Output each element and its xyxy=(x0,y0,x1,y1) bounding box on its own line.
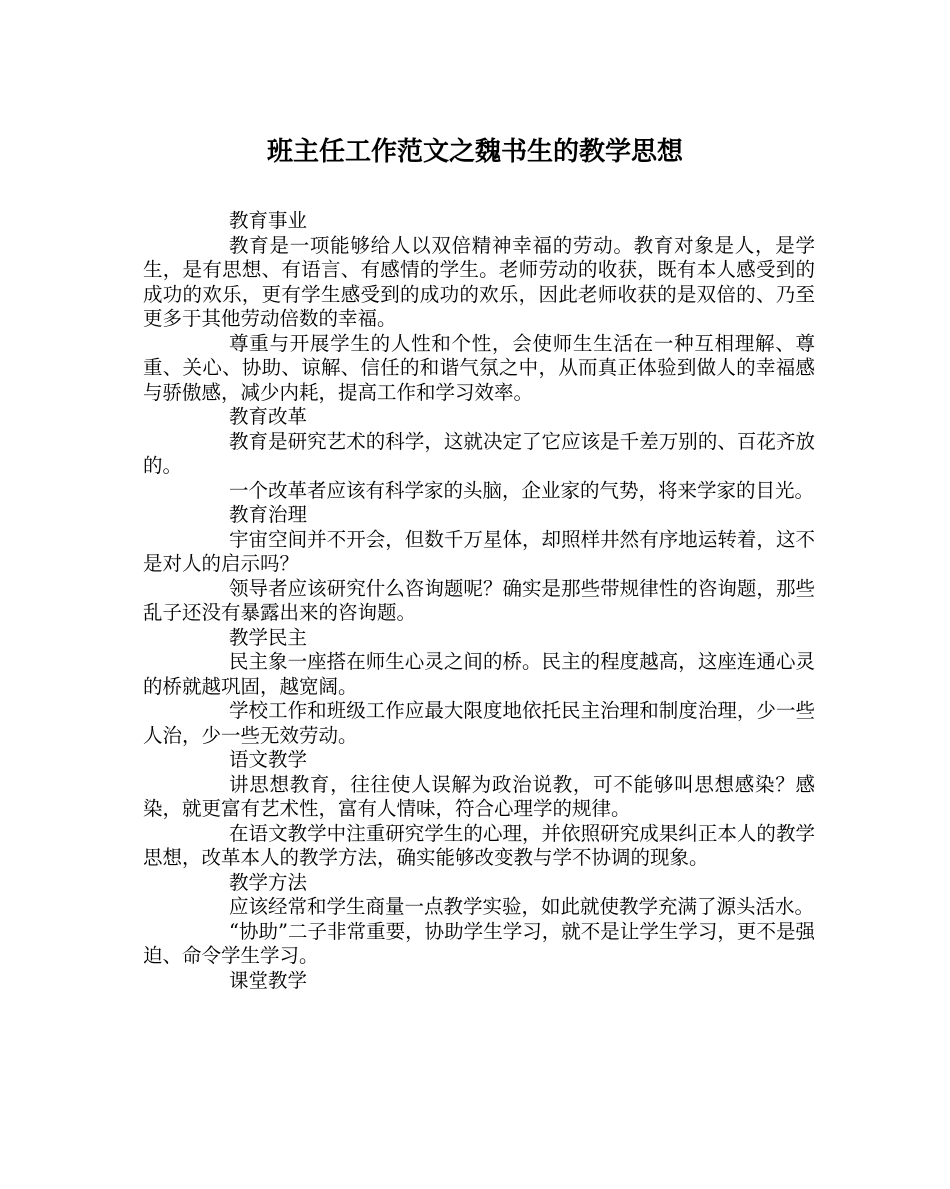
section-heading: 语文教学 xyxy=(229,748,308,771)
section-heading: 教学民主 xyxy=(229,625,308,649)
paragraph: 学校工作和班级工作应最大限度地依托民主治理和制度治理，少一些人治，少一些无效劳动。 xyxy=(143,699,815,747)
section-heading: 课堂教学 xyxy=(229,968,308,992)
section-heading: 教育治理 xyxy=(229,503,308,526)
paragraph: “协助”二子非常重要，协助学生学习，就不是让学生学习，更不是强迫、命令学生学习。 xyxy=(143,919,815,967)
section-heading: 教育改革 xyxy=(229,405,308,428)
paragraph: 讲思想教育，往往使人误解为政治说教，可不能够叫思想感染？感染，就更富有艺术性，富有人情味，符合心理学的规律。 xyxy=(143,772,815,820)
paragraph: 尊重与开展学生的人性和个性，会使师生生活在一种互相理解、尊重、关心、协助、谅解、信任的和谐气氛之中，从而真正体验到做人的幸福感与骄傲感，减少内耗，提高工作和学习效率。 xyxy=(143,331,815,404)
section-heading: 教学方法 xyxy=(229,870,308,894)
paragraph: 一个改革者应该有科学家的头脑，企业家的气势，将来学家的目光。 xyxy=(229,478,815,502)
paragraph: 教育是研究艺术的科学，这就决定了它应该是千差万别的、百花齐放的。 xyxy=(143,429,815,477)
paragraph: 宇宙空间并不开会，但数千万星体，却照样井然有序地运转着，这不是对人的启示吗？ xyxy=(143,527,815,575)
paragraph: 教育是一项能够给人以双倍精神幸福的劳动。教育对象是人，是学生，是有思想、有语言、有感情的学生。老师劳动的收获，既有本人感受到的成功的欢乐，更有学生感受到的成功的欢乐，因此老师收获的是双倍的、乃至更多于其他劳动倍数的幸福。 xyxy=(143,233,815,330)
paragraph: 领导者应该研究什么咨询题呢？确实是那些带规律性的咨询题，那些乱子还没有暴露出来的咨询题。 xyxy=(143,576,815,624)
paragraph: 在语文教学中注重研究学生的心理，并依照研究成果纠正本人的教学思想，改革本人的教学方法，确实能够改变教与学不协调的现象。 xyxy=(143,821,815,869)
paragraph: 民主象一座搭在师生心灵之间的桥。民主的程度越高，这座连通心灵的桥就越巩固，越宽阔。 xyxy=(143,650,815,698)
document-body xyxy=(143,209,815,993)
document-title: 班主任工作范文之魏书生的教学思想 xyxy=(266,137,683,167)
paragraph: 应该经常和学生商量一点教学实验，如此就使教学充满了源头活水。 xyxy=(229,895,815,918)
section-heading: 教育事业 xyxy=(229,209,308,232)
